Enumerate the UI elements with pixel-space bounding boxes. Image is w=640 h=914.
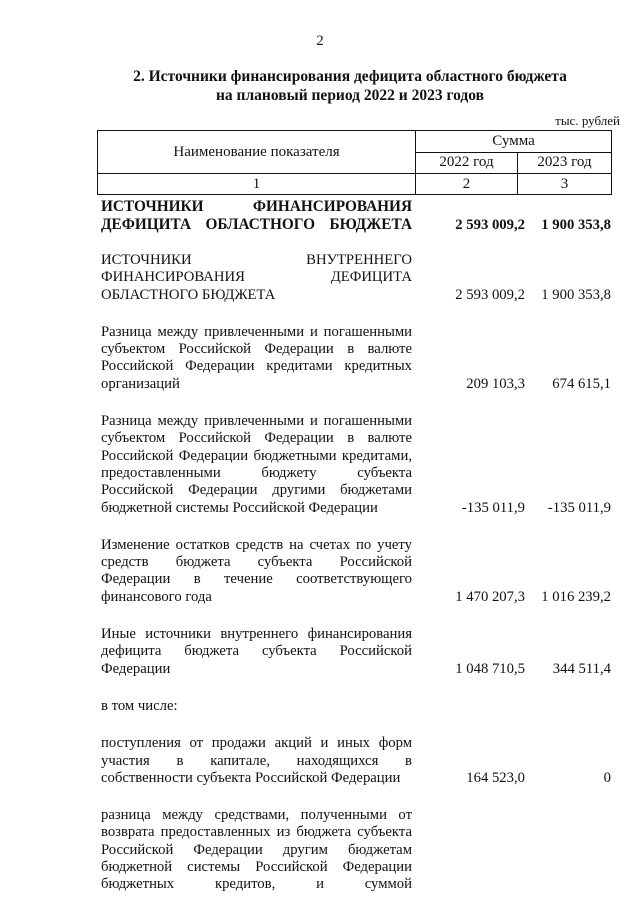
table-row — [101, 735, 611, 787]
header-year-2022: 2022 год — [416, 152, 518, 174]
row-value-2022: -135 011,9 — [461, 499, 525, 516]
table-row — [101, 413, 611, 517]
row-name: ИСТОЧНИКИ ВНУТРЕННЕГО ФИНАНСИРОВАНИЯ ДЕФИЦИТА ОБЛАСТНОГО БЮДЖЕТА — [101, 252, 412, 303]
row-value-2022: 1 048 710,5 — [455, 660, 525, 677]
row-value-2023: -135 011,9 — [547, 499, 611, 516]
table-row — [101, 537, 611, 606]
header-sum: Сумма — [416, 131, 612, 153]
column-number-2: 2 — [416, 174, 518, 195]
row-value-2022: 164 523,0 — [466, 769, 525, 786]
row-value-2022: 1 470 207,3 — [455, 588, 525, 605]
row-value-2023: 674 615,1 — [552, 375, 611, 392]
row-name: поступления от продажи акций и иных форм участия в капитале, находящихся в собственности субъекта Российской Федерации — [101, 735, 412, 786]
header-name: Наименование показателя — [98, 131, 416, 174]
table-row — [101, 626, 611, 678]
row-name: Иные источники внутреннего финансирования дефицита бюджета субъекта Российской Федерации — [101, 626, 412, 677]
row-value-2022: 2 593 009,2 — [455, 216, 525, 233]
table-row — [101, 698, 611, 715]
row-value-2023: 1 900 353,8 — [541, 286, 611, 303]
table-row — [101, 252, 611, 304]
row-name: Разница между привлеченными и погашенными субъектом Российской Федерации в валюте Российской Федерации бюджетными кредитами, предоставленными бюджету субъекта Российской Федерации другими бюджетами бюджетной системы Российской Федерации — [101, 413, 412, 516]
row-name: Разница между привлеченными и погашенными субъектом Российской Федерации в валюте Российской Федерации кредитами кредитных организаций — [101, 323, 412, 392]
page-number: 2 — [316, 33, 324, 49]
table-row — [101, 324, 611, 393]
title-line-2: на плановый период 2022 и 2023 годов — [216, 87, 484, 104]
row-name: разница между средствами, полученными от возврата предоставленных из бюджета субъекта Российской Федерации другим бюджетам бюджетной системы Российской Федерации бюджетных кредитов, и суммой — [101, 807, 412, 893]
column-number-3: 3 — [518, 174, 612, 195]
column-number-1: 1 — [98, 174, 416, 195]
row-value-2023: 1 016 239,2 — [541, 588, 611, 605]
row-value-2022: 2 593 009,2 — [455, 286, 525, 303]
section-title — [60, 67, 640, 105]
table-row — [101, 807, 611, 893]
row-value-2023: 344 511,4 — [552, 660, 611, 677]
row-value-2022: 209 103,3 — [466, 375, 525, 392]
title-line-1: 2. Источники финансирования дефицита областного бюджета — [133, 68, 567, 85]
table-header — [97, 130, 612, 195]
row-value-2023: 0 — [603, 769, 611, 786]
table-body — [101, 198, 611, 914]
row-value-2023: 1 900 353,8 — [541, 216, 611, 233]
row-name: в том числе: — [101, 697, 178, 714]
row-name: ИСТОЧНИКИ ФИНАНСИРОВАНИЯ ДЕФИЦИТА ОБЛАСТНОГО БЮДЖЕТА — [101, 198, 412, 233]
units-label: тыс. рублей — [555, 113, 620, 128]
header-year-2023: 2023 год — [518, 152, 612, 174]
row-name: Изменение остатков средств на счетах по учету средств бюджета субъекта Российской Федерации в течение соответствующего финансового года — [101, 536, 412, 605]
table-row — [101, 198, 611, 234]
